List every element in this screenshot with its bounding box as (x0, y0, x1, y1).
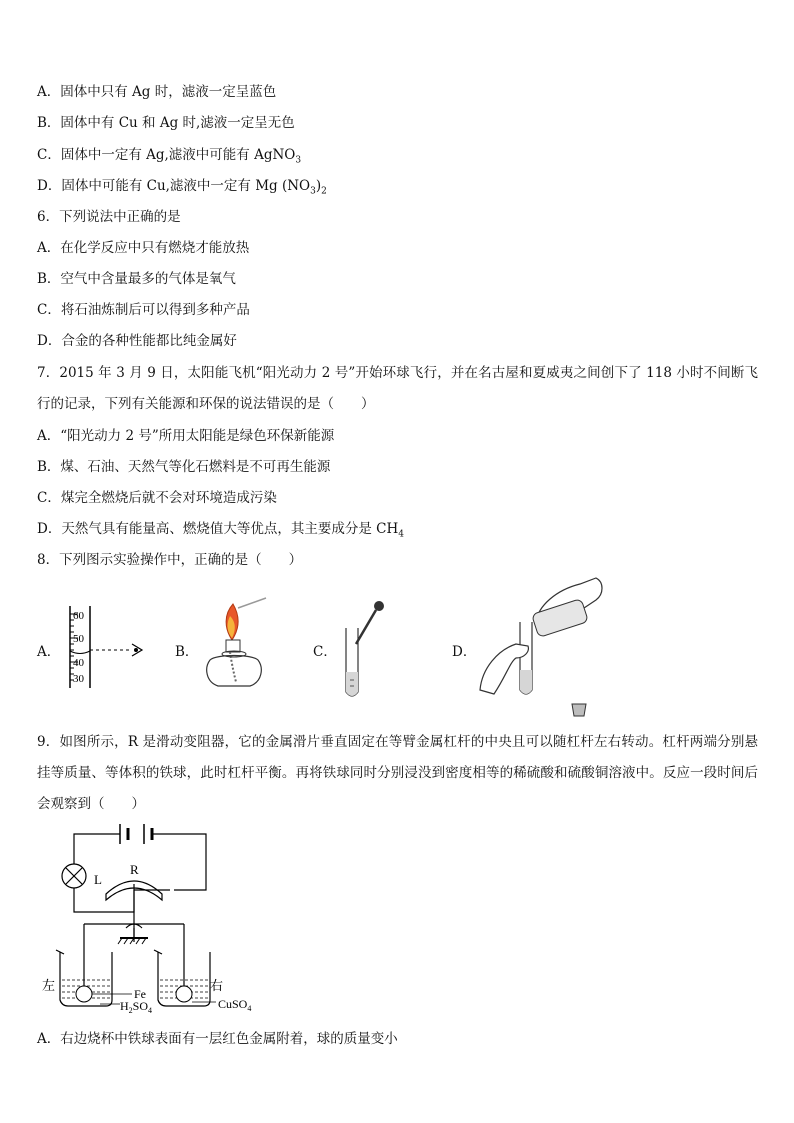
q5-option-d: D．固体中可能有 Cu,滤液中一定有 Mg $(NO_3)_2$ (37, 178, 327, 197)
q7-option-a: A．“阳光动力 2 号”所用太阳能是绿色环保新能源 (37, 428, 335, 444)
lamp-label: L (94, 872, 102, 887)
q6-option-d: D．合金的各种性能都比纯金属好 (37, 333, 237, 349)
rheostat-label: R (130, 862, 139, 877)
q8-label-a: A． (37, 644, 61, 660)
q6-option-c: C．将石油炼制后可以得到多种产品 (37, 302, 250, 318)
stopper-icon (572, 704, 586, 716)
cylinder-tick-40: 40 (73, 657, 84, 669)
q6-option-b: B．空气中含量最多的气体是氧气 (37, 271, 236, 287)
dropper-bulb-icon (374, 601, 384, 611)
dropper-test-tube-figure (336, 600, 396, 700)
q5-option-c: C．固体中一定有 Ag,滤液中可能有 AgNO$_3$ (37, 147, 302, 166)
fe-label: Fe (134, 987, 146, 1001)
acid-label: $H_2SO_4$ (120, 999, 153, 1015)
q7-option-d: D．天然气具有能量高、燃烧值大等优点，其主要成分是 $CH_4$ (37, 521, 404, 540)
q5-option-b: B．固体中有 Cu 和 Ag 时,滤液一定呈无色 (37, 115, 295, 131)
q5-option-a: A．固体中只有 Ag 时，滤液一定呈蓝色 (37, 84, 277, 100)
right-label: 右 (210, 978, 224, 993)
graduated-cylinder-reading-figure (60, 604, 160, 690)
q8-label-b: B． (175, 644, 199, 660)
q7-option-b: B．煤、石油、天然气等化石燃料是不可再生能源 (37, 459, 331, 475)
cylinder-tick-60: 60 (73, 610, 84, 622)
q6-option-a: A．在化学反应中只有燃烧才能放热 (37, 240, 250, 256)
q6-stem: 6．下列说法中正确的是 (37, 209, 181, 225)
iron-ball-left-icon (76, 986, 92, 1002)
cylinder-tick-30: 30 (73, 673, 84, 685)
q8-label-c: C． (313, 644, 337, 660)
cylinder-tick-50: 50 (73, 633, 84, 645)
q7-stem: 7．2015 年 3 月 9 日，太阳能飞机“阳光动力 2 号”开始环球飞行，并在名古屋和夏威夷之间创下了 118 小时不间断飞行的记录，下列有关能源和环保的说法错误的是（ ） (37, 365, 758, 412)
q9-stem: 9．如图所示，R 是滑动变阻器，它的金属滑片垂直固定在等臂金属杠杆的中央且可以随杠杆左右转动。杠杆两端分别悬挂等质量、等体积的铁球，此时杠杆平衡。再将铁球同时分别浸没到密度相等的稀硫酸和硫酸铜溶液中。反应一段时间后会观察到（ ） (37, 734, 758, 812)
lever-circuit-figure (40, 818, 280, 1018)
salt-label: CuSO$_4$ (218, 997, 252, 1013)
q8-label-d: D． (452, 644, 477, 660)
q7-option-c: C．煤完全燃烧后就不会对环境造成污染 (37, 490, 277, 506)
q9-option-a: A．右边烧杯中铁球表面有一层红色金属附着，球的质量变小 (37, 1031, 398, 1047)
pouring-liquid-figure (476, 572, 616, 720)
left-label: 左 (42, 978, 56, 993)
iron-ball-right-icon (176, 986, 192, 1002)
alcohol-lamp-figure (196, 596, 276, 692)
q8-stem: 8．下列图示实验操作中，正确的是（ ） (37, 552, 303, 568)
